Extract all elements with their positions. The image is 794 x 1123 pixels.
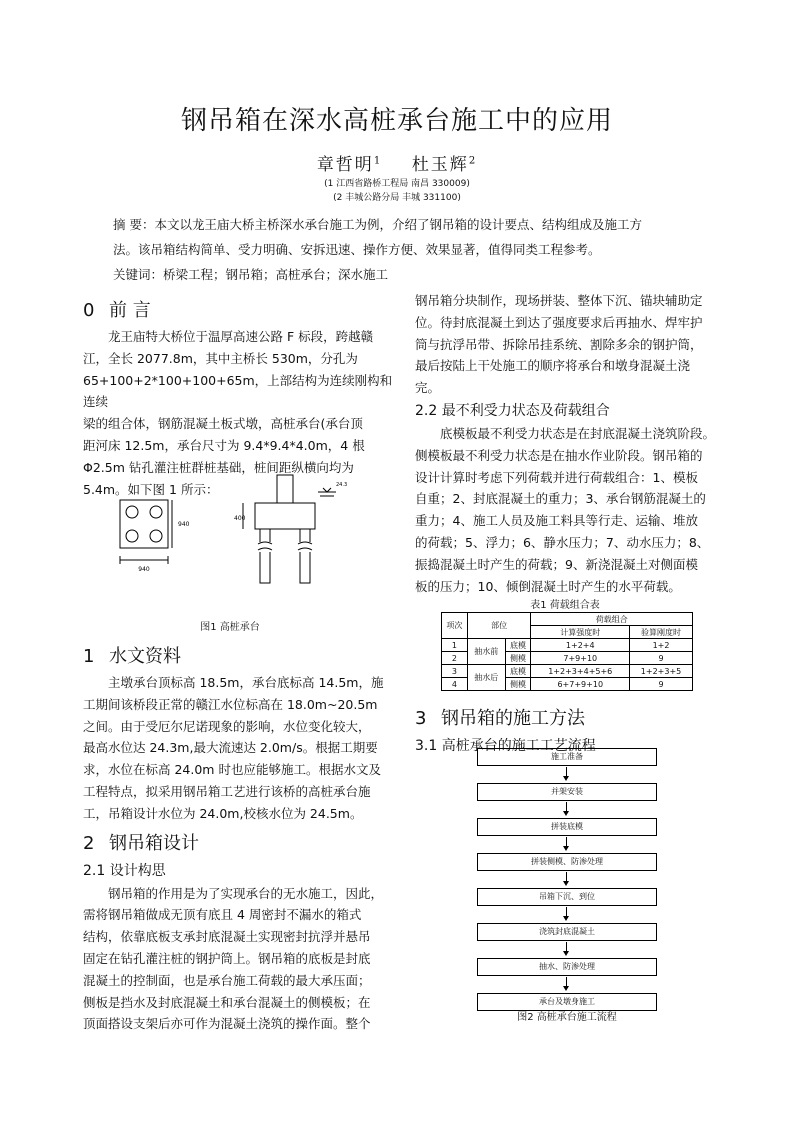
intro-line: 5.4m。如下图 1 所示： xyxy=(83,481,219,497)
author-2-sup: 2 xyxy=(468,155,478,167)
plan-width-dim: 940 xyxy=(138,566,150,573)
flow-arrow xyxy=(477,836,657,853)
author-1-sup: 1 xyxy=(373,155,383,167)
table-header-part: 部位 xyxy=(467,613,531,639)
authors xyxy=(0,150,794,175)
section-3-1-heading: 3.1 高桩承台的施工工艺流程 xyxy=(415,738,596,754)
design-line: 固定在钻孔灌注桩的钢护筒上。钢吊箱的底板是封底 xyxy=(83,950,371,966)
design-cont-line: 钢吊箱分块制作，现场拼装、整体下沉、锚块辅助定 xyxy=(415,293,703,308)
flow-arrow xyxy=(477,941,657,958)
load-line: 重力；4、施工人员及施工料具等行走、运输、堆放 xyxy=(415,513,698,529)
keywords: 桥梁工程；钢吊箱；高桩承台；深水施工 xyxy=(163,267,389,282)
design-cont-line: 完。 xyxy=(415,380,441,396)
hydro-line: 主墩承台顶标高 18.5m，承台底标高 14.5m，施 xyxy=(108,675,384,690)
flow-step: 并架安装 xyxy=(477,783,657,801)
abstract-label: 摘 要： xyxy=(113,217,155,232)
figure-1-caption: 图1 高桩承台 xyxy=(200,622,260,633)
flow-step: 抽水、防渗处理 xyxy=(477,958,657,976)
hydro-line: 求，水位在标高 24.0m 时也应能够施工。根据水文及 xyxy=(83,762,381,778)
design-cont-line: 位。待封底混凝土到达了强度要求后再抽水、焊牢护 xyxy=(415,314,703,330)
section-2-1-heading: 2.1 设计构思 xyxy=(83,862,166,879)
flow-step: 浇筑封底混凝土 xyxy=(477,923,657,941)
intro-line: 江，全长 2077.8m，其中主桥长 530m，分孔为 xyxy=(83,350,358,366)
abstract xyxy=(113,212,733,287)
load-line: 自重；2、封底混凝土的重力；3、承台钢筋混凝土的 xyxy=(415,491,706,507)
hydro-line: 工期间该桥段正常的赣江水位标高在 18.0m~20.5m xyxy=(83,696,378,712)
elevation-view xyxy=(243,475,336,583)
design-cont-line: 筒与抗浮吊带、拆除吊挂系统、割除多余的钢护筒， xyxy=(415,336,703,352)
figure-1-pile-cap xyxy=(110,470,370,610)
flow-step: 承台及墩身施工 xyxy=(477,993,657,1011)
affiliation-1: (1 江西省路桥工程局 南昌 330009) xyxy=(324,179,470,189)
section-2-heading: 2 钢吊箱设计 xyxy=(83,832,199,854)
figure-2-caption: 图2 高桩承台施工流程 xyxy=(517,1012,617,1023)
hydro-line: 工，吊箱设计水位为 24.0m,校核水位为 24.5m。 xyxy=(83,805,363,821)
intro-line: 龙王庙特大桥位于温厚高速公路 F 标段，跨越赣 xyxy=(108,329,374,344)
section-0-heading: 0 前 言 xyxy=(83,300,151,321)
table-subheader-stiffness: 验算刚度时 xyxy=(630,626,693,639)
table-1-caption: 表1 荷载组合表 xyxy=(530,600,600,611)
plan-height-dim: 940 xyxy=(178,521,190,528)
flow-step: 施工准备 xyxy=(477,748,657,766)
section-3-heading: 3 钢吊箱的施工方法 xyxy=(415,708,585,729)
load-line: 侧模板最不利受力状态是在抽水作业阶段。钢吊箱的 xyxy=(415,447,703,463)
flow-step: 拼装底模 xyxy=(477,818,657,836)
construction-flowchart xyxy=(477,748,657,1011)
abstract-text-2: 法。该吊箱结构简单、受力明确、安拆迅速、操作方便、效果显著，值得同类工程参考。 xyxy=(113,242,601,257)
design-line: 钢吊箱的作用是为了实现承台的无水施工，因此， xyxy=(108,885,384,901)
flow-arrow xyxy=(477,801,657,818)
table-header-no: 项次 xyxy=(442,613,468,639)
affiliation-2: (2 丰城公路分局 丰城 331100) xyxy=(333,193,461,203)
intro-line: 65+100+2*100+100+65m，上部结构为连续刚构和连续 xyxy=(83,372,393,410)
flow-arrow xyxy=(477,766,657,783)
design-line: 结构，依靠底板支承封底混凝土实现密封抗浮并悬吊 xyxy=(83,929,371,945)
paper-title: 钢吊箱在深水高桩承台施工中的应用 xyxy=(180,106,613,136)
flow-arrow xyxy=(477,871,657,888)
hydro-line: 最高水位达 24.3m,最大流速达 2.0m/s。根据工期要 xyxy=(83,740,378,756)
intro-line: 梁的组合体，钢筋混凝土板式墩，高桩承台(承台顶 xyxy=(83,416,363,432)
left-column-bottom xyxy=(83,638,403,1035)
load-line: 的荷载；5、浮力；6、静水压力；7、动水压力；8、 xyxy=(415,534,710,550)
author-1: 章哲明 xyxy=(316,155,374,175)
intro-line: Φ2.5m 钻孔灌注桩群桩基础，桩间距纵横向均为 xyxy=(83,459,354,475)
design-line: 侧板是挡水及封底混凝土和承台混凝土的侧模板；在 xyxy=(83,994,371,1010)
table-row: 3 抽水后 底模 1+2+3+4+5+6 1+2+3+5 xyxy=(442,665,693,678)
load-line: 板的压力；10、倾倒混凝土时产生的水平荷载。 xyxy=(415,578,681,594)
plan-view xyxy=(120,500,172,564)
section-1-heading: 1 水文资料 xyxy=(83,646,181,667)
elevation-side-dim: 400 xyxy=(234,515,246,522)
abstract-text-1: 本文以龙王庙大桥主桥深水承台施工为例，介绍了钢吊箱的设计要点、结构组成及施工方 xyxy=(154,217,642,232)
right-column xyxy=(415,290,745,597)
flow-arrow xyxy=(477,976,657,993)
load-line: 设计计算时考虑下列荷载并进行荷载组合：1、模板 xyxy=(415,469,698,485)
design-line: 顶面搭设支架后亦可作为混凝土浇筑的操作面。整个 xyxy=(83,1016,371,1032)
flow-arrow xyxy=(477,906,657,923)
load-line: 底模板最不利受力状态是在封底混凝土浇筑阶段。 xyxy=(440,425,716,441)
table-row: 4 侧模 6+7+9+10 9 xyxy=(442,678,693,691)
section-2-2-heading: 2.2 最不利受力状态及荷载组合 xyxy=(415,402,610,419)
flow-step: 拼装侧模、防渗处理 xyxy=(477,853,657,871)
hydro-line: 工程特点，拟采用钢吊箱工艺进行该桥的高桩承台施 xyxy=(83,783,371,799)
table-header-load: 荷载组合 xyxy=(531,613,693,626)
table-row: 2 侧模 7+9+10 9 xyxy=(442,652,693,665)
flow-step: 吊箱下沉、到位 xyxy=(477,888,657,906)
design-cont-line: 最后按陆上干处施工的顺序将承台和墩身混凝土浇 xyxy=(415,358,691,374)
load-combination-table xyxy=(441,612,693,691)
design-line: 需将钢吊箱做成无顶有底且 4 周密封不漏水的箱式 xyxy=(83,907,362,923)
water-level-label: 24.3 xyxy=(336,482,348,488)
table-subheader-strength: 计算强度时 xyxy=(531,626,630,639)
hydro-line: 之间。由于受厄尔尼诺现象的影响，水位变化较大， xyxy=(83,718,371,734)
load-line: 振捣混凝土时产生的荷载；9、新浇混凝土对侧面模 xyxy=(415,556,698,572)
intro-line: 距河床 12.5m，承台尺寸为 9.4*9.4*4.0m，4 根 xyxy=(83,437,365,453)
design-line: 混凝土的控制面，也是承台施工荷载的最大承压面； xyxy=(83,972,371,988)
table-row: 1 抽水前 底模 1+2+4 1+2 xyxy=(442,639,693,652)
keywords-label: 关键词： xyxy=(113,267,164,282)
author-2: 杜玉辉 xyxy=(411,155,469,175)
